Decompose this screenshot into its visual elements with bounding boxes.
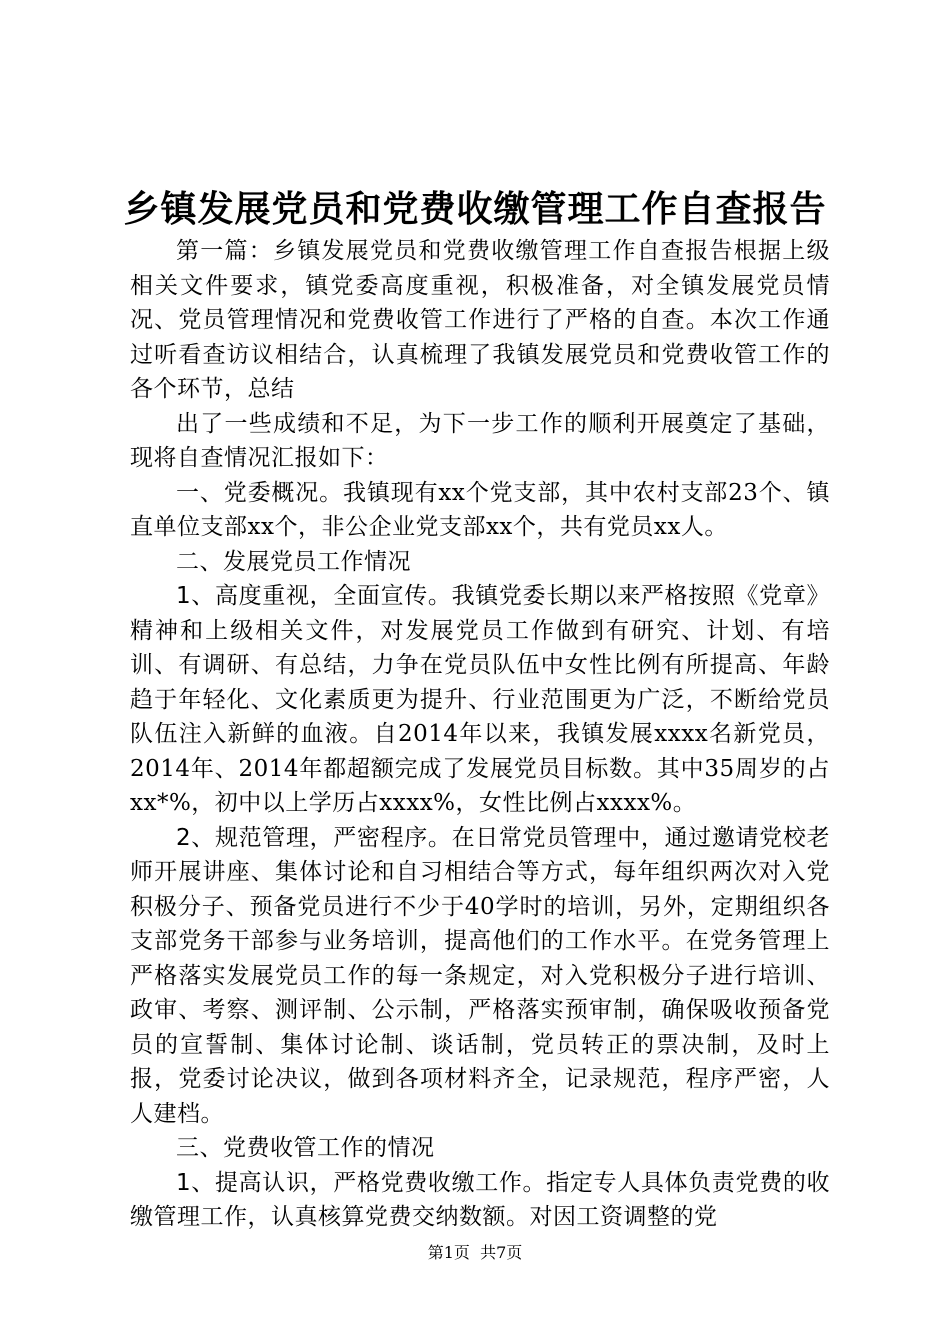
paragraph-attention-publicity bbox=[130, 579, 830, 821]
standard-management-text: 在日常党员管理中，通过邀请党校老师开展讲座、集体讨论和自习相结合等方式，每年组织两次对入党积极分子、预备党员进行不少于40学时的培训，另外，定期组织各支部党务干部参与业务培训，提高他们的工作水平。在党务管理上严格落实发展党员工作的每一条规定，对入党积极分子进行培训、政审、考察、测评制、公示制，严格落实预审制，确保吸收预备党员的宣誓制、集体讨论制、谈话制，党员转正的票决制，及时上报，党委讨论决议，做到各项材料齐全，记录规范，程序严密，人人建档。 bbox=[130, 824, 831, 1127]
section-heading-party-overview: 一、党委概况。 bbox=[176, 479, 343, 506]
paragraph-standard-management bbox=[130, 821, 830, 1132]
document-title: 乡镇发展党员和党费收缴管理工作自查报告 bbox=[123, 189, 827, 230]
page-total: 共7页 bbox=[480, 1243, 523, 1262]
page-footer bbox=[0, 1243, 950, 1263]
dues-collection-text: 指定专人具体负责党费的收缴管理工作，认真核算党费交纳数额。对因工资调整的党 bbox=[130, 1169, 830, 1230]
paragraph-dues-collection bbox=[130, 1166, 830, 1235]
paragraph-intro: 第一篇：乡镇发展党员和党费收缴管理工作自查报告根据上级相关文件要求，镇党委高度重视，积极准备，对全镇发展党员情况、党员管理情况和党费收管工作进行了严格的自查。本次工作通过听看查访议相结合，认真梳理了我镇发展党员和党费收管工作的各个环节，总结 bbox=[130, 238, 830, 402]
document-body bbox=[130, 234, 830, 1235]
paragraph-intro-continued: 出了一些成绩和不足，为下一步工作的顺利开展奠定了基础，现将自查情况汇报如下： bbox=[130, 410, 830, 471]
subheading-standard-management: 2、规范管理，严密程序。 bbox=[176, 824, 452, 851]
section-heading-member-development: 二、发展党员工作情况 bbox=[176, 548, 411, 575]
attention-publicity-text: 我镇党委长期以来严格按照《党章》精神和上级相关文件，对发展党员工作做到有研究、计划、有培训、有调研、有总结，力争在党员队伍中女性比例有所提高、年龄趋于年轻化、文化素质更为提升、行业范围更为广泛，不断给党员队伍注入新鲜的血液。自2014年以来，我镇发展xxxx名新党员，2014年、2014年都超额完成了发展党员目标数。其中35周岁的占xx*%，初中以上学历占xxxx%，女性比例占xxxx%。 bbox=[130, 583, 831, 816]
paragraph-party-overview bbox=[130, 476, 830, 545]
party-overview-text: 我镇现有xx个党支部，其中农村支部23个、镇直单位支部xx个，非公企业党支部xx个，共有党员xx人。 bbox=[130, 479, 830, 540]
section-heading-dues-management: 三、党费收管工作的情况 bbox=[176, 1135, 435, 1161]
page-number: 第1页 bbox=[427, 1243, 470, 1262]
subheading-attention-publicity: 1、高度重视，全面宣传。 bbox=[176, 583, 452, 609]
subheading-dues-collection: 1、提高认识，严格党费收缴工作。 bbox=[176, 1169, 547, 1196]
